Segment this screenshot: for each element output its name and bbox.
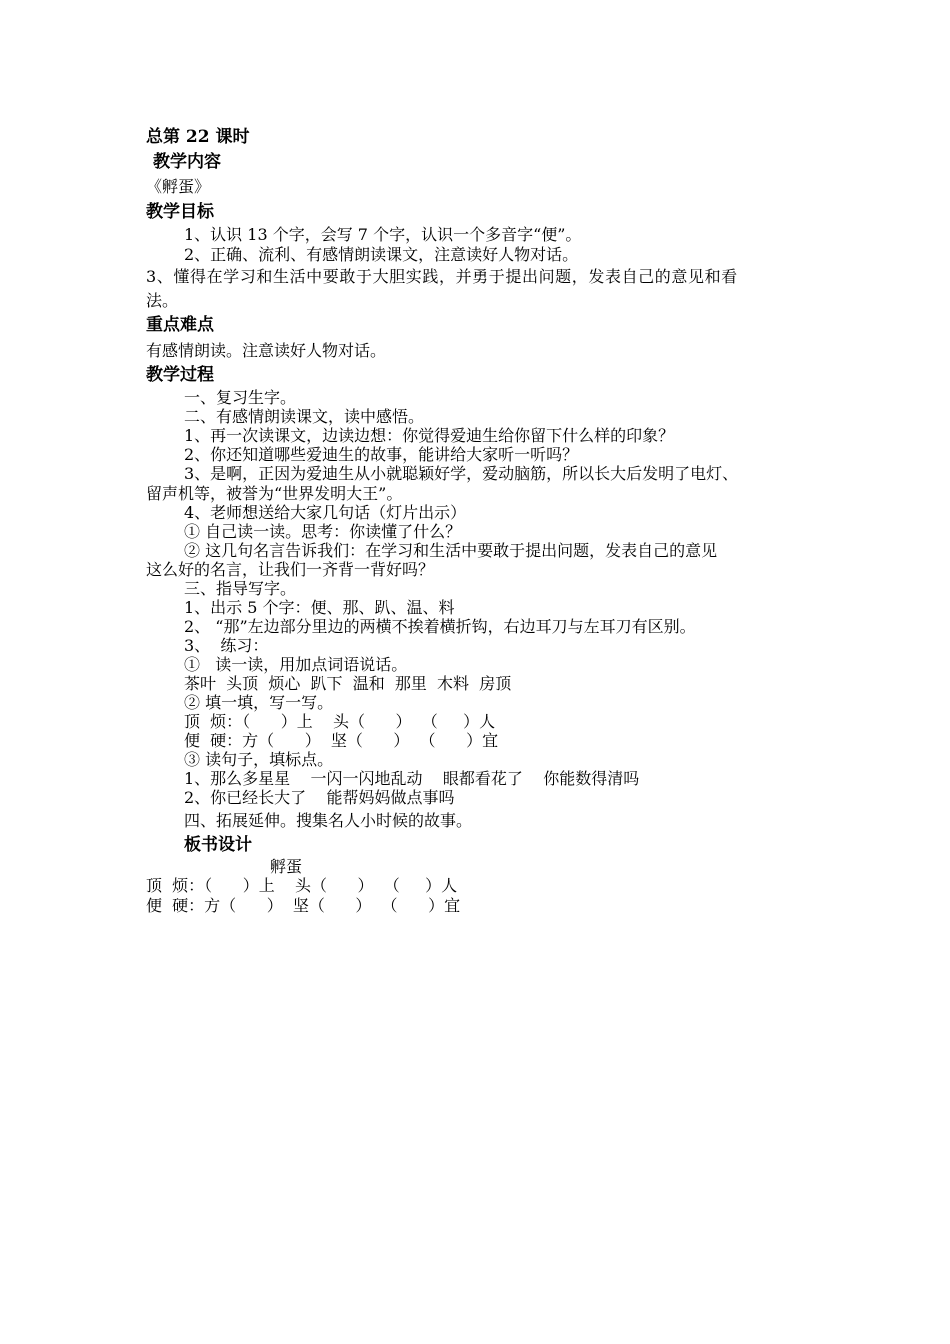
process-line: ② 填一填，写一写。: [184, 693, 334, 712]
process-line: 茶叶 头顶 烦心 趴下 温和 那里 木料 房顶: [184, 674, 512, 693]
goal-item: 1、认识 13 个字，会写 7 个字，认识一个多音字“便”。: [184, 225, 582, 244]
process-line: 这么好的名言，让我们一齐背一背好吗？: [146, 560, 435, 579]
difficulty-heading: 重点难点: [146, 315, 214, 335]
process-line: 4、老师想送给大家几句话（灯片出示）: [184, 503, 467, 522]
process-line: ③ 读句子，填标点。: [184, 750, 334, 769]
process-line: 3、是啊，正因为爱迪生从小就聪颖好学，爱动脑筋，所以长大后发明了电灯、: [184, 464, 739, 483]
process-line: 四、拓展延伸。搜集名人小时候的故事。: [184, 811, 473, 830]
board-heading: 板书设计: [184, 835, 252, 855]
process-line: 三、指导写字。: [184, 579, 297, 598]
process-line: 留声机等，被誉为“世界发明大王”。: [146, 484, 403, 503]
goals-heading: 教学目标: [146, 202, 214, 222]
process-line: 1、再一次读课文，边读边想：你觉得爱迪生给你留下什么样的印象？: [184, 426, 675, 445]
process-line: ① 读一读，用加点词语说话。: [184, 655, 408, 674]
lesson-title: 《孵蛋》: [146, 177, 211, 196]
board-line: 便 硬：方（ ） 坚（ ） （ ）宜: [146, 896, 461, 915]
board-title: 孵蛋: [270, 857, 303, 876]
difficulty-text: 有感情朗读。注意读好人物对话。: [146, 341, 387, 360]
process-line: ① 自己读一读。思考：你读懂了什么？: [184, 522, 462, 541]
process-line: 便 硬：方（ ） 坚（ ） （ ）宜: [184, 731, 499, 750]
goal-item: 法。: [146, 291, 179, 310]
goal-item: 2、正确、流利、有感情朗读课文，注意读好人物对话。: [184, 245, 579, 264]
process-heading: 教学过程: [146, 365, 214, 385]
process-line: 二、有感情朗读课文，读中感悟。: [184, 407, 425, 426]
process-line: 2、你已经长大了 能帮妈妈做点事吗: [184, 788, 455, 807]
goal-item: 3、懂得在学习和生活中要敢于大胆实践，并勇于提出问题，发表自己的意见和看: [146, 267, 738, 286]
process-line: 3、 练习：: [184, 636, 269, 655]
process-line: ② 这几句名言告诉我们：在学习和生活中要敢于提出问题，发表自己的意见: [184, 541, 718, 560]
process-line: 2、 “那”左边部分里边的两横不挨着横折钩，右边耳刀与左耳刀有区别。: [184, 617, 696, 636]
board-line: 顶 烦：（ ）上 头（ ） （ ）人: [146, 876, 458, 895]
process-line: 1、那么多星星 一闪一闪地乱动 眼都看花了 你能数得清吗: [184, 769, 640, 788]
process-line: 2、你还知道哪些爱迪生的故事，能讲给大家听一听吗？: [184, 445, 579, 464]
process-line: 一、复习生字。: [184, 388, 297, 407]
content-heading: 教学内容: [153, 152, 221, 172]
lesson-number: 总第 22 课时: [146, 127, 250, 147]
process-line: 1、出示 5 个字：便、那、趴、温、料: [184, 598, 455, 617]
process-line: 顶 烦：（ ）上 头（ ） （ ）人: [184, 712, 496, 731]
